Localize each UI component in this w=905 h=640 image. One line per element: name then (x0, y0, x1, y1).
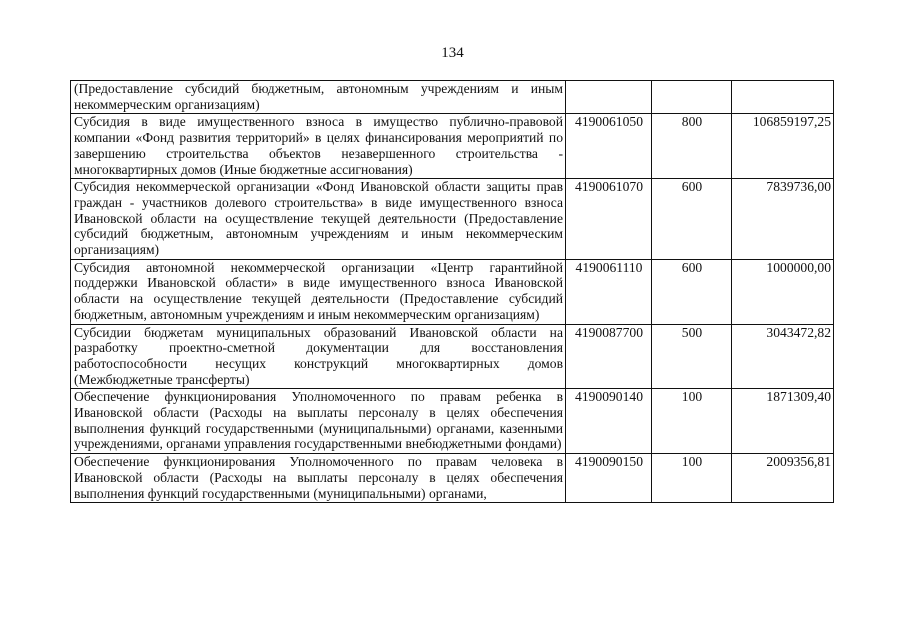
table-row (71, 114, 834, 179)
row-amount: 106859197,25 (732, 114, 834, 179)
row-target-code: 4190087700 (566, 324, 652, 389)
row-description: (Предоставление субсидий бюджетным, автономным учреждениям и иным некоммерческим организациям) (71, 81, 566, 114)
row-amount: 1871309,40 (732, 389, 834, 454)
row-amount (732, 81, 834, 114)
table-row (71, 389, 834, 454)
row-target-code: 4190061050 (566, 114, 652, 179)
row-amount: 7839736,00 (732, 179, 834, 260)
table-row (71, 324, 834, 389)
row-expense-type (652, 81, 732, 114)
row-amount: 1000000,00 (732, 259, 834, 324)
row-target-code: 4190061070 (566, 179, 652, 260)
row-amount: 3043472,82 (732, 324, 834, 389)
table-row (71, 179, 834, 260)
row-expense-type: 800 (652, 114, 732, 179)
row-target-code (566, 81, 652, 114)
row-description: Субсидии бюджетам муниципальных образований Ивановской области на разработку проектно-сметной документации для восстановления работоспособности несущих конструкций многоквартирных домов (Межбюджетные трансферты) (71, 324, 566, 389)
row-description: Субсидия автономной некоммерческой организации «Центр гарантийной поддержки Ивановской области» в виде имущественного взноса Ивановской области на осуществление текущей деятельности (Предоставление субсидий бюджетным, автономным учреждениям и иным некоммерческим организациям) (71, 259, 566, 324)
row-expense-type: 500 (652, 324, 732, 389)
budget-table (70, 80, 834, 503)
row-target-code: 4190090140 (566, 389, 652, 454)
row-amount: 2009356,81 (732, 454, 834, 503)
row-expense-type: 100 (652, 389, 732, 454)
table-row (71, 454, 834, 503)
row-expense-type: 600 (652, 179, 732, 260)
row-description: Субсидия некоммерческой организации «Фонд Ивановской области защиты прав граждан - участников долевого строительства» в виде имущественного взноса Ивановской области на осуществление текущей деятельности (Предоставление субсидий бюджетным, автономным учреждениям и иным некоммерческим организациям) (71, 179, 566, 260)
row-description: Субсидия в виде имущественного взноса в имущество публично-правовой компании «Фонд развития территорий» в целях финансирования мероприятий по завершению строительства объектов незавершенного строительства - многоквартирных домов (Иные бюджетные ассигнования) (71, 114, 566, 179)
row-target-code: 4190061110 (566, 259, 652, 324)
table-row (71, 259, 834, 324)
row-expense-type: 600 (652, 259, 732, 324)
row-description: Обеспечение функционирования Уполномоченного по правам человека в Ивановской области (Расходы на выплаты персоналу в целях обеспечения выполнения функций государственными (муниципальными) органами, (71, 454, 566, 503)
row-expense-type: 100 (652, 454, 732, 503)
table-row (71, 81, 834, 114)
row-target-code: 4190090150 (566, 454, 652, 503)
page-number: 134 (441, 45, 464, 61)
row-description: Обеспечение функционирования Уполномоченного по правам ребенка в Ивановской области (Расходы на выплаты персоналу в целях обеспечения выполнения функций государственными (муниципальными) органами, казенными учреждениями, органами управления государственными внебюджетными фондами) (71, 389, 566, 454)
